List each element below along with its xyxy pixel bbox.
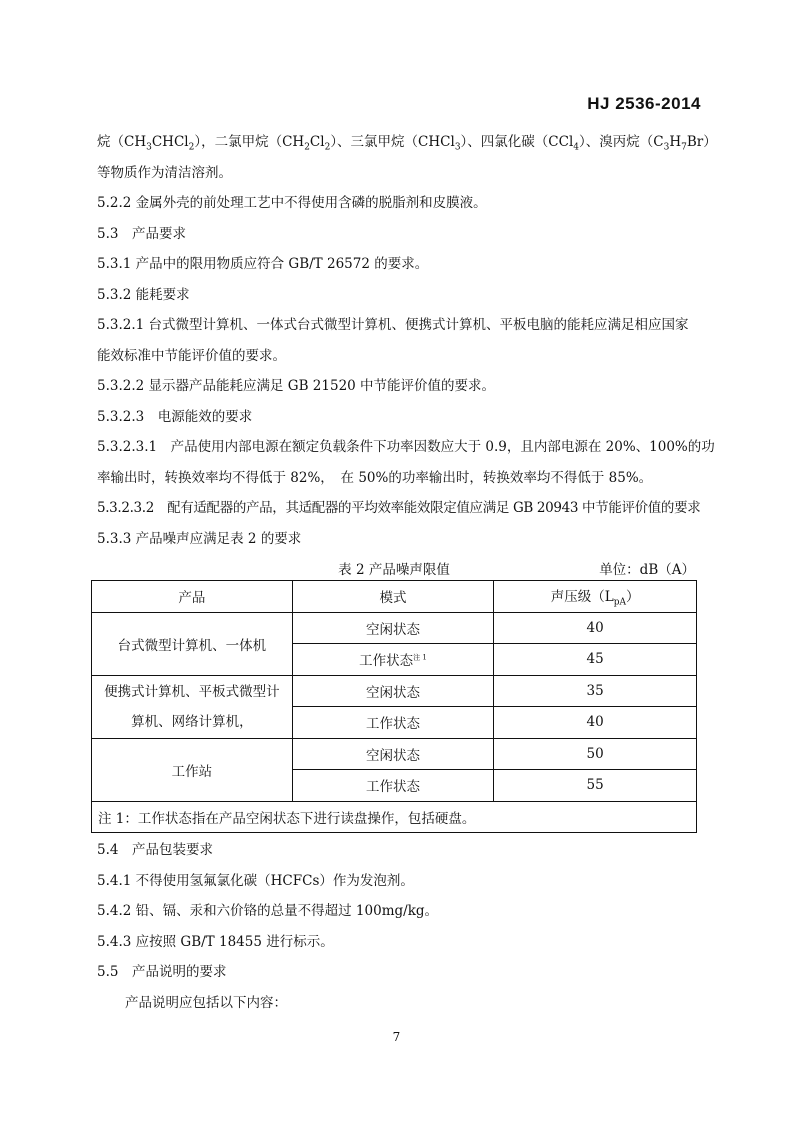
value-cell: 40 (494, 707, 697, 739)
table-row (92, 738, 697, 770)
clause-5-4-1: 5.4.1 不得使用氢氟氯化碳（HCFCs）作为发泡剂。 (97, 872, 414, 889)
clause-5-3-2-2: 5.3.2.2 显示器产品能耗应满足 GB 21520 中节能评价值的要求。 (97, 378, 496, 394)
mode-cell: 工作状态 (292, 707, 494, 739)
table-note-row (92, 801, 697, 833)
mode-cell: 空闲状态 (292, 675, 494, 707)
text-run: ）、四氯化碳（CCl (460, 134, 574, 150)
cleaning-solvents-line-2: 等物质作为清洁溶剂。 (97, 164, 232, 181)
table-unit: 单位：dB（A） (599, 562, 695, 578)
clause-5-4-3: 5.4.3 应按照 GB/T 18455 进行标示。 (97, 933, 334, 950)
product-cell: 工作站 (92, 738, 293, 801)
table-caption: 表 2 产品噪声限值 (338, 562, 450, 578)
text-run: 烷（CH (97, 134, 147, 150)
heading-5-5: 5.5 产品说明的要求 (97, 964, 227, 980)
header-sound-pressure (494, 581, 697, 613)
subscript: 2 (324, 142, 331, 153)
text-run: Cl (309, 134, 325, 150)
value-cell: 45 (494, 644, 697, 676)
cleaning-solvents-line-1 (97, 127, 717, 158)
value-cell: 50 (494, 738, 697, 770)
noise-limit-table (91, 580, 697, 833)
text-run: ），二氯甲烷（CH (194, 134, 305, 150)
text-run: 工作状态 (359, 653, 414, 670)
lower-body-text (97, 835, 705, 1018)
text-run: ）、溴丙烷（C (579, 134, 664, 150)
heading-5-3-2-3: 5.3.2.3 电源能效的要求 (97, 408, 253, 425)
value-cell: 40 (494, 612, 697, 644)
heading-5-3-2: 5.3.2 能耗要求 (97, 286, 190, 303)
mode-cell: 工作状态 (292, 770, 494, 802)
clause-5-5-intro: 产品说明应包括以下内容： (125, 994, 287, 1011)
mode-cell: 空闲状态 (292, 738, 494, 770)
clause-5-4-2: 5.4.2 铅、镉、汞和六价铬的总量不得超过 100mg/kg。 (97, 903, 439, 919)
subscript: 4 (573, 142, 580, 153)
value-cell: 35 (494, 675, 697, 707)
header-mode: 模式 (292, 581, 494, 613)
subscript: 7 (681, 142, 687, 153)
table-row (92, 675, 697, 707)
table-caption-row (91, 556, 697, 578)
text-run: ）、三氯甲烷（CHCl (330, 134, 455, 150)
product-cell: 台式微型计算机、一体机 (92, 612, 293, 675)
clause-5-3-2-1-line-1: 5.3.2.1 台式微型计算机、一体式台式微型计算机、便携式计算机、平板电脑的能耗应满足相应国家 (97, 317, 689, 333)
text-run: 声压级（L (550, 588, 614, 605)
clause-5-3-2-1-line-2: 能效标准中节能评价值的要求。 (97, 347, 286, 364)
heading-5-4: 5.4 产品包装要求 (97, 842, 213, 858)
clause-5-3-1: 5.3.1 产品中的限用物质应符合 GB/T 26572 的要求。 (97, 256, 429, 272)
page-number: 7 (392, 1030, 401, 1044)
product-cell: 便携式计算机、平板式微型计算机、网络计算机， (92, 675, 293, 738)
table-note: 注 1：工作状态指在产品空闲状态下进行读盘操作，包括硬盘。 (92, 801, 697, 833)
body-text (97, 127, 717, 554)
text-run: Br） (686, 134, 717, 150)
standard-code: HJ 2536-2014 (587, 94, 701, 113)
table-header-row (92, 581, 697, 613)
note-mark: 注 1 (413, 653, 427, 662)
subscript: pA (613, 597, 626, 608)
subscript: 3 (454, 142, 461, 153)
heading-5-3: 5.3 产品要求 (97, 225, 186, 242)
table-row (92, 612, 697, 644)
subscript: 2 (188, 142, 195, 153)
mode-cell: 空闲状态 (292, 612, 494, 644)
clause-5-3-2-3-2: 5.3.2.3.2 配有适配器的产品，其适配器的平均效率能效限定值应满足 GB 20943 中节能评价值的要求 (97, 500, 701, 516)
value-cell: 55 (494, 770, 697, 802)
text-run: H (669, 134, 682, 150)
clause-5-3-2-3-1-line-1: 5.3.2.3.1 产品使用内部电源在额定负载条件下功率因数应大于 0.9，且内部电源在 20%、100%的功 (97, 439, 715, 455)
clause-5-3-3: 5.3.3 产品噪声应满足表 2 的要求 (97, 530, 302, 547)
clause-5-3-2-3-1-line-2: 率输出时，转换效率均不得低于 82%， 在 50%的功率输出时，转换效率均不得低于 85%。 (97, 469, 653, 486)
subscript: 2 (304, 142, 310, 153)
clause-5-2-2: 5.2.2 金属外壳的前处理工艺中不得使用含磷的脱脂剂和皮膜液。 (97, 195, 487, 211)
subscript: 3 (663, 142, 670, 153)
text-run: ） (626, 588, 640, 605)
text-run: CHCl (151, 134, 189, 150)
subscript: 3 (146, 142, 152, 153)
header-product: 产品 (92, 581, 293, 613)
mode-cell (292, 644, 494, 676)
